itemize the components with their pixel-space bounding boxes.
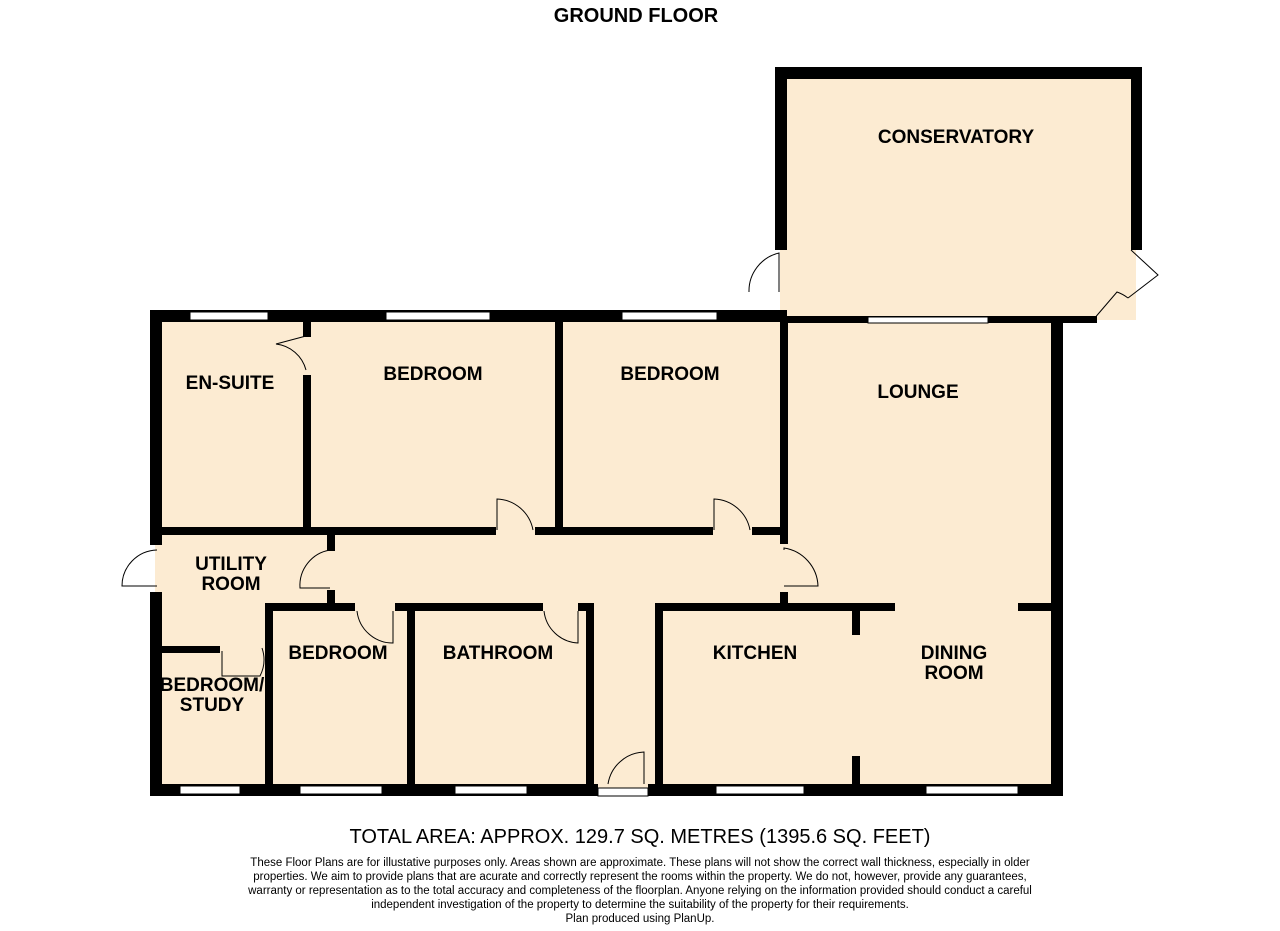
total-area: TOTAL AREA: APPROX. 129.7 SQ. METRES (1395.6 SQ. FEET) [349,826,931,848]
label-utility-line2: ROOM [201,574,261,595]
disclaimer-text: These Floor Plans are for illustative purposes only. Areas shown are approximate. These plans will not show the correct wall thickness, especially in older properties. We aim to provide plans that are acurate and correctly represent the rooms within the property. We do not, however, provide any guarantees, warranty or representation as to the total accuracy and completeness of the floorplan. Anyone relying on the information provided should conduct a careful independent investigation of the property to determine the suitability of the property for their requirements. [248,857,1032,911]
label-bedroom-1: BEDROOM [383,364,483,385]
label-bedroom-3: BEDROOM [288,643,388,664]
label-study-line2: STUDY [179,695,245,716]
disclaimer-block [230,856,1050,926]
label-dining-line1: DINING [920,643,988,664]
label-utility-line1: UTILITY [195,554,267,575]
floor-title: GROUND FLOOR [553,5,719,27]
label-en-suite: EN-SUITE [185,373,275,394]
floor-fill [155,74,1136,791]
label-kitchen: KITCHEN [712,643,798,664]
label-bedroom-2: BEDROOM [620,364,720,385]
label-study-line1: BEDROOM/ [159,675,265,696]
label-bathroom: BATHROOM [442,643,554,664]
label-conservatory: CONSERVATORY [877,127,1035,148]
label-dining-line2: ROOM [924,663,984,684]
label-lounge: LOUNGE [877,382,959,403]
credit-text: Plan produced using PlanUp. [565,913,715,925]
